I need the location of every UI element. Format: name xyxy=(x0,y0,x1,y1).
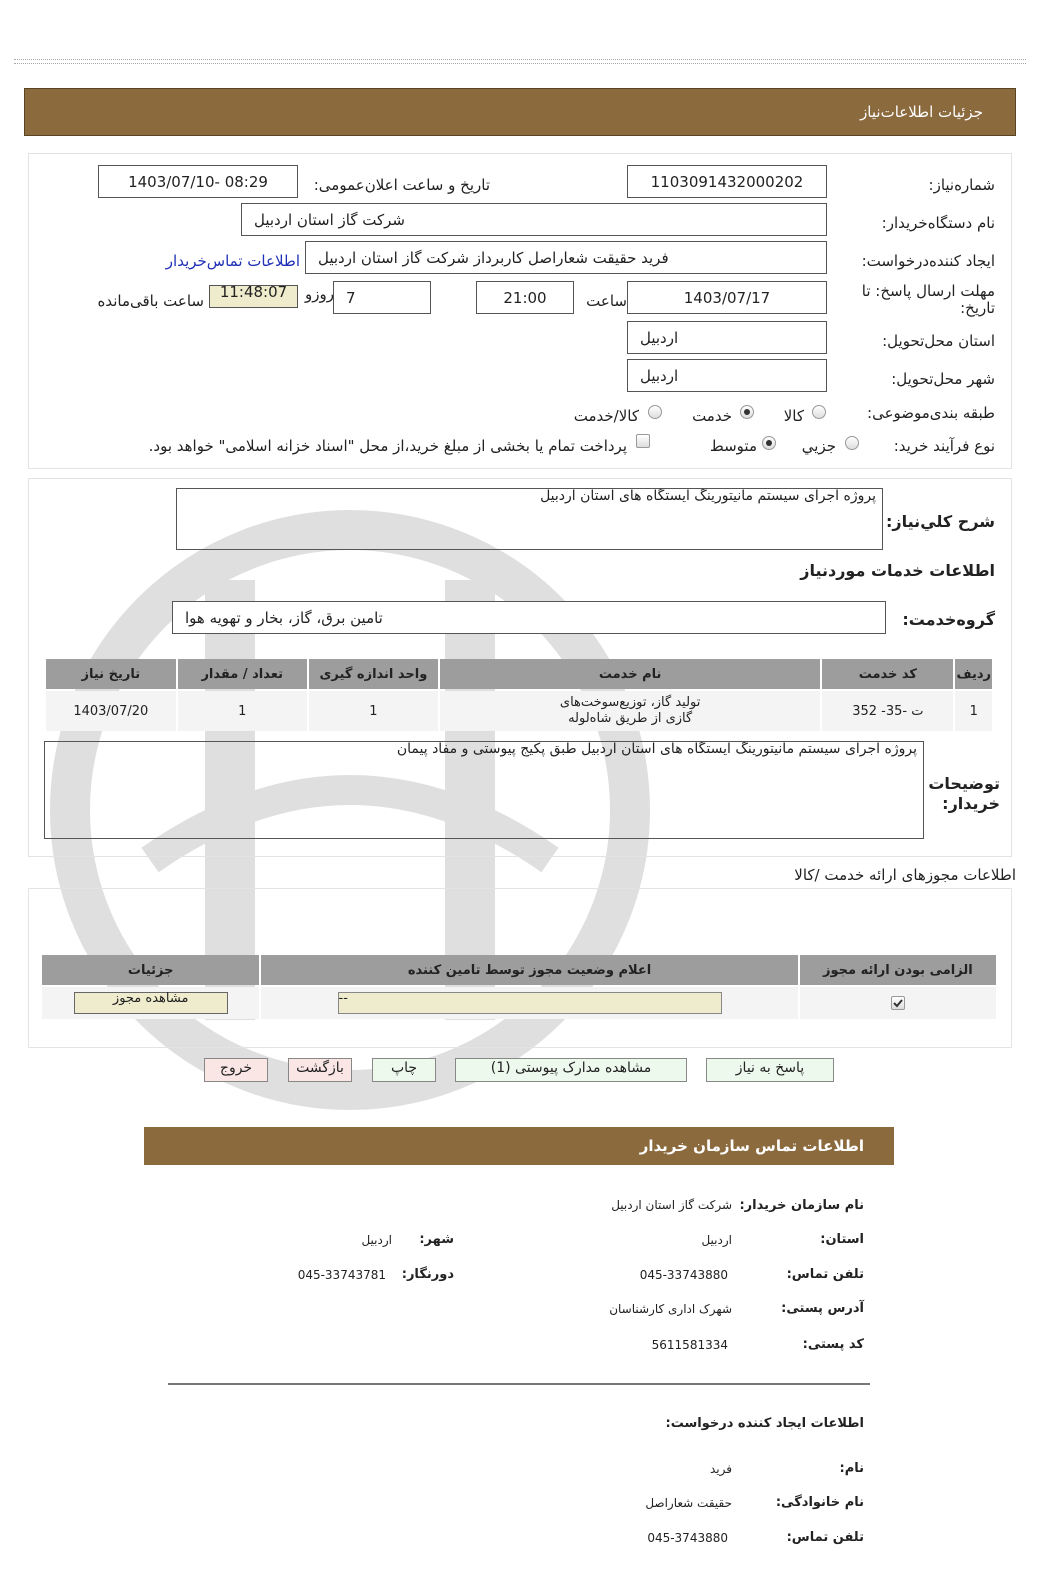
top-divider xyxy=(14,59,1026,60)
process-radio-minor[interactable] xyxy=(845,436,859,450)
cell-qty: 1 xyxy=(178,691,307,731)
view-permit-button[interactable]: مشاهده مجوز xyxy=(74,992,228,1014)
col-details: جزئیات xyxy=(42,955,259,985)
status-field[interactable]: -- xyxy=(338,992,722,1014)
process-radio-medium[interactable] xyxy=(762,436,776,450)
col-name: نام خدمت xyxy=(440,659,820,689)
cell-status xyxy=(261,987,797,1019)
col-unit: واحد اندازه گیری xyxy=(309,659,438,689)
contact-fax: 045-33743781 xyxy=(297,1268,386,1282)
buyer-org-label: نام دستگاه‌خریدار: xyxy=(881,214,995,232)
cell-name-text: تولید گاز، توزیع‌سوخت‌های گازی از طریق شاه‌لوله xyxy=(559,695,701,726)
print-button[interactable]: چاپ xyxy=(372,1058,436,1082)
announce-field: 1403/07/10- 08:29 xyxy=(98,165,298,198)
col-required: الزامی بودن ارائه مجوز xyxy=(800,955,996,985)
remaining-time-field: 11:48:07 xyxy=(209,285,298,308)
days-label: روزو xyxy=(305,285,334,303)
col-date: تاریخ نیاز xyxy=(46,659,176,689)
details-title: جزئیات اطلاعات‌نیاز xyxy=(860,103,983,121)
contact-address: شهرک اداری کارشناسان xyxy=(609,1302,732,1316)
contact-postal: 5611581334 xyxy=(651,1338,728,1352)
cell-code: ت -35- 352 xyxy=(822,691,953,731)
details-header xyxy=(24,88,1016,136)
contact-org: شرکت گاز استان اردبیل xyxy=(611,1198,732,1212)
buyer-notes-label-text: توضیحات خریدار: xyxy=(928,774,1000,813)
deadline-date-field: 1403/07/17 xyxy=(627,281,827,314)
deadline-label-line1: مهلت ارسال پاسخ: تا xyxy=(861,282,995,300)
cell-required xyxy=(800,987,996,1019)
province-field: اردبیل xyxy=(627,321,827,354)
cell-date: 1403/07/20 xyxy=(46,691,176,731)
col-code: کد خدمت xyxy=(822,659,953,689)
buyer-org-field: شرکت گاز استان اردبیل xyxy=(241,203,827,236)
contact-postal-label: کد پستی: xyxy=(802,1337,864,1352)
category-radio-service[interactable] xyxy=(740,405,754,419)
creator-family-label: نام خانوادگی: xyxy=(775,1495,864,1510)
check-icon xyxy=(892,997,904,1009)
category-radio-goods[interactable] xyxy=(812,405,826,419)
buyer-notes-textarea[interactable]: پروژه اجرای سیستم مانیتورینگ ایستگاه های استان اردبیل طبق پکیج پیوستی و مفاد پیمان xyxy=(44,741,924,839)
creator-name-label: نام: xyxy=(839,1461,864,1476)
process-option-medium: متوسط xyxy=(709,437,757,455)
col-status: اعلام وضعیت مجوز توسط تامین کننده xyxy=(261,955,797,985)
city-label: شهر محل‌تحویل: xyxy=(891,370,995,388)
reply-button[interactable]: پاسخ به نیاز xyxy=(706,1058,834,1082)
buyer-notes-label xyxy=(920,774,1000,814)
services-heading: اطلاعات خدمات موردنیاز xyxy=(800,561,995,580)
creator-phone: 045-3743880 xyxy=(647,1531,728,1545)
cell-name xyxy=(440,691,820,731)
creator-heading: اطلاعات ایجاد کننده درخواست: xyxy=(665,1416,864,1431)
category-option-service: خدمت xyxy=(692,407,732,425)
contact-divider xyxy=(168,1383,870,1385)
contact-province: اردبیل xyxy=(701,1233,732,1247)
creator-field: فرید حقیقت شعاراصل کاربرداز شرکت گاز استان اردبیل xyxy=(305,241,827,274)
creator-phone-label: تلفن تماس: xyxy=(786,1530,864,1545)
deadline-label-line2: تاریخ: xyxy=(960,299,995,317)
treasury-checkbox[interactable] xyxy=(636,434,650,448)
contact-org-label: نام سازمان خریدار: xyxy=(739,1198,864,1213)
process-option-minor: جزیي xyxy=(801,437,836,455)
category-option-goods: کالا xyxy=(783,407,804,425)
col-qty: تعداد / مقدار xyxy=(178,659,307,689)
contact-buyer-link[interactable]: اطلاعات تماس‌خریدار xyxy=(165,252,300,270)
contact-title: اطلاعات تماس سازمان خریدار xyxy=(639,1137,864,1155)
contact-city-label: شهر: xyxy=(419,1232,454,1247)
category-radio-goods-service[interactable] xyxy=(648,405,662,419)
process-label: نوع فرآیند خرید: xyxy=(893,437,995,455)
service-group-label: گروه‌خدمت: xyxy=(902,610,995,629)
creator-name: فرید xyxy=(710,1462,732,1476)
summary-textarea[interactable]: پروژه اجرای سیستم مانیتورینگ ایستگاه های استان اردبیل xyxy=(176,488,883,550)
creator-family: حقیقت شعاراصل xyxy=(645,1496,732,1510)
remaining-label: ساعت باقی‌مانده xyxy=(97,292,204,310)
services-table xyxy=(44,657,994,733)
cell-row: 1 xyxy=(955,691,992,731)
cell-details xyxy=(42,987,259,1019)
permits-table-header xyxy=(42,955,996,985)
cell-unit: 1 xyxy=(309,691,438,731)
table-row xyxy=(46,691,992,731)
payment-note: پرداخت تمام یا بخشی از مبلغ خرید،از محل "اسناد خزانه اسلامی" خواهد بود. xyxy=(148,437,627,455)
table-row xyxy=(42,987,996,1019)
contact-fax-label: دورنگار: xyxy=(401,1267,454,1282)
category-option-goods-service: کالا/خدمت xyxy=(573,407,639,425)
province-label: استان محل‌تحویل: xyxy=(882,332,995,350)
permits-title: اطلاعات مجوزهای ارائه خدمت /کالا xyxy=(794,866,1016,884)
contact-province-label: استان: xyxy=(820,1232,864,1247)
back-button[interactable]: بازگشت xyxy=(288,1058,352,1082)
summary-label: شرح کلي‌نیاز: xyxy=(886,512,995,531)
top-divider-2 xyxy=(14,63,1026,64)
view-docs-button[interactable]: مشاهده مدارک پیوستی (1) xyxy=(455,1058,687,1082)
need-number-field: 1103091432000202 xyxy=(627,165,827,198)
exit-button[interactable]: خروج xyxy=(204,1058,268,1082)
time-label: ساعت xyxy=(586,292,627,310)
services-table-header xyxy=(46,659,992,689)
city-field: اردبیل xyxy=(627,359,827,392)
category-label: طبقه بندی‌موضوعی: xyxy=(867,404,995,422)
contact-address-label: آدرس پستی: xyxy=(781,1301,864,1316)
creator-label: ایجاد کننده‌درخواست: xyxy=(861,252,995,270)
service-group-field: تامین برق، گاز، بخار و تهویه هوا xyxy=(172,601,886,634)
contact-city: اردبیل xyxy=(361,1233,392,1247)
need-number-label: شماره‌نیاز: xyxy=(928,176,995,194)
deadline-time-field: 21:00 xyxy=(476,281,574,314)
col-row: ردیف xyxy=(955,659,992,689)
contact-phone: 045-33743880 xyxy=(639,1268,728,1282)
contact-phone-label: تلفن تماس: xyxy=(786,1267,864,1282)
contact-header xyxy=(144,1127,894,1165)
permits-table xyxy=(40,953,998,1021)
required-checkbox xyxy=(891,996,905,1010)
days-field: 7 xyxy=(333,281,431,314)
deadline-label xyxy=(862,283,995,317)
announce-label: تاریخ و ساعت اعلان‌عمومی: xyxy=(313,176,490,194)
